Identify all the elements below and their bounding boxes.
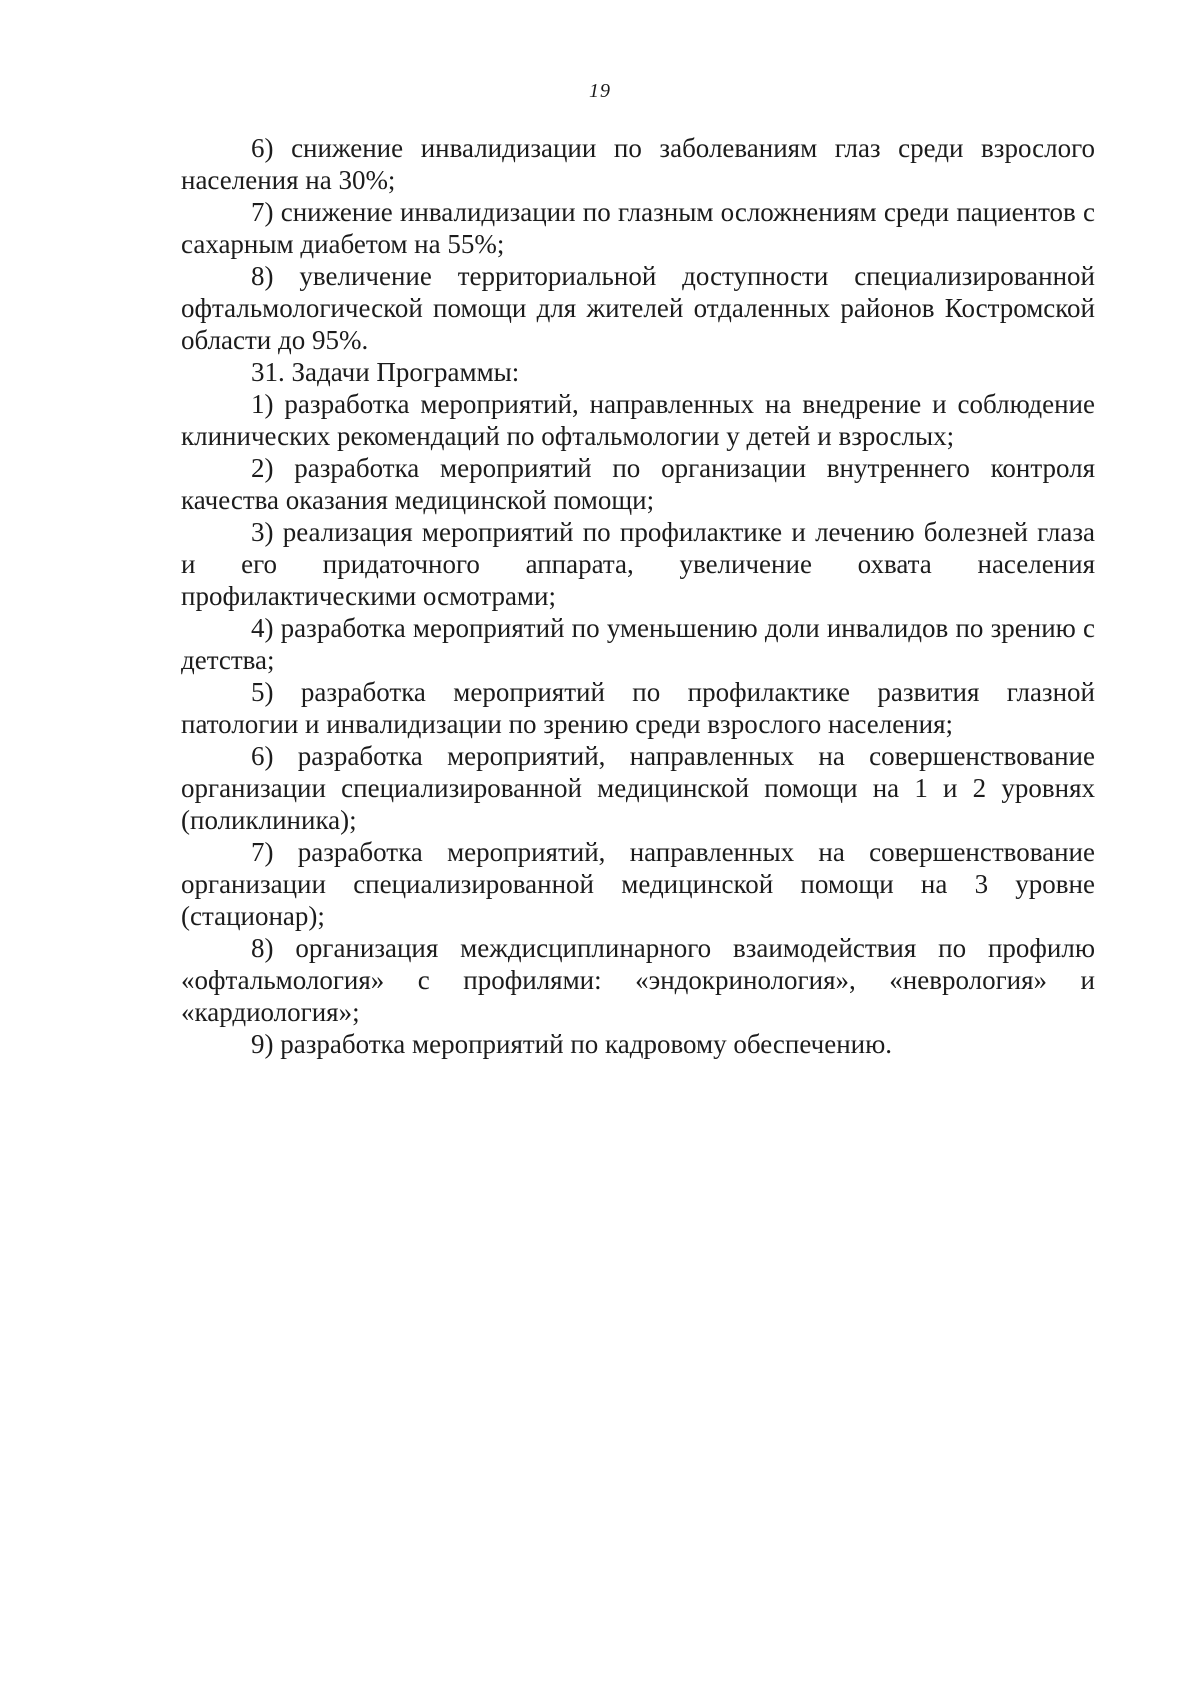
paragraph-task-7: 7) разработка мероприятий, направленных на совершенствование организации специализированной медицинской помощи на 3 уровне (стационар); [181,837,1095,931]
paragraph-task-9: 9) разработка мероприятий по кадровому обеспечению. [251,1029,893,1059]
paragraph-task-2: 2) разработка мероприятий по организации внутреннего контроля качества оказания медицинской помощи; [181,453,1095,515]
paragraph-task-8: 8) организация междисциплинарного взаимодействия по профилю «офтальмология» с профилями: «эндокринология», «неврология» и «кардиология»; [181,933,1095,1027]
page-number: 19 [589,80,611,102]
paragraph-goal-6: 6) снижение инвалидизации по заболеваниям глаз среди взрослого населения на 30%; [181,133,1095,195]
paragraph-task-6: 6) разработка мероприятий, направленных на совершенствование организации специализированной медицинской помощи на 1 и 2 уровнях (поликлиника); [181,741,1095,835]
paragraph-task-5: 5) разработка мероприятий по профилактике развития глазной патологии и инвалидизации по зрению среди взрослого населения; [181,677,1095,739]
paragraph-goal-8: 8) увеличение территориальной доступности специализированной офтальмологической помощи для жителей отдаленных районов Костромской области до 95%. [181,261,1095,355]
document-body [181,132,1095,1060]
paragraph-task-1: 1) разработка мероприятий, направленных на внедрение и соблюдение клинических рекомендаций по офтальмологии у детей и взрослых; [181,389,1095,451]
paragraph-goal-7: 7) снижение инвалидизации по глазным осложнениям среди пациентов с сахарным диабетом на 55%; [181,197,1095,259]
paragraph-task-3: 3) реализация мероприятий по профилактике и лечению болезней глаза и его придаточного аппарата, увеличение охвата населения профилактическими осмотрами; [181,517,1095,611]
section-heading-tasks: 31. Задачи Программы: [251,357,520,387]
paragraph-task-4: 4) разработка мероприятий по уменьшению доли инвалидов по зрению с детства; [181,613,1095,675]
